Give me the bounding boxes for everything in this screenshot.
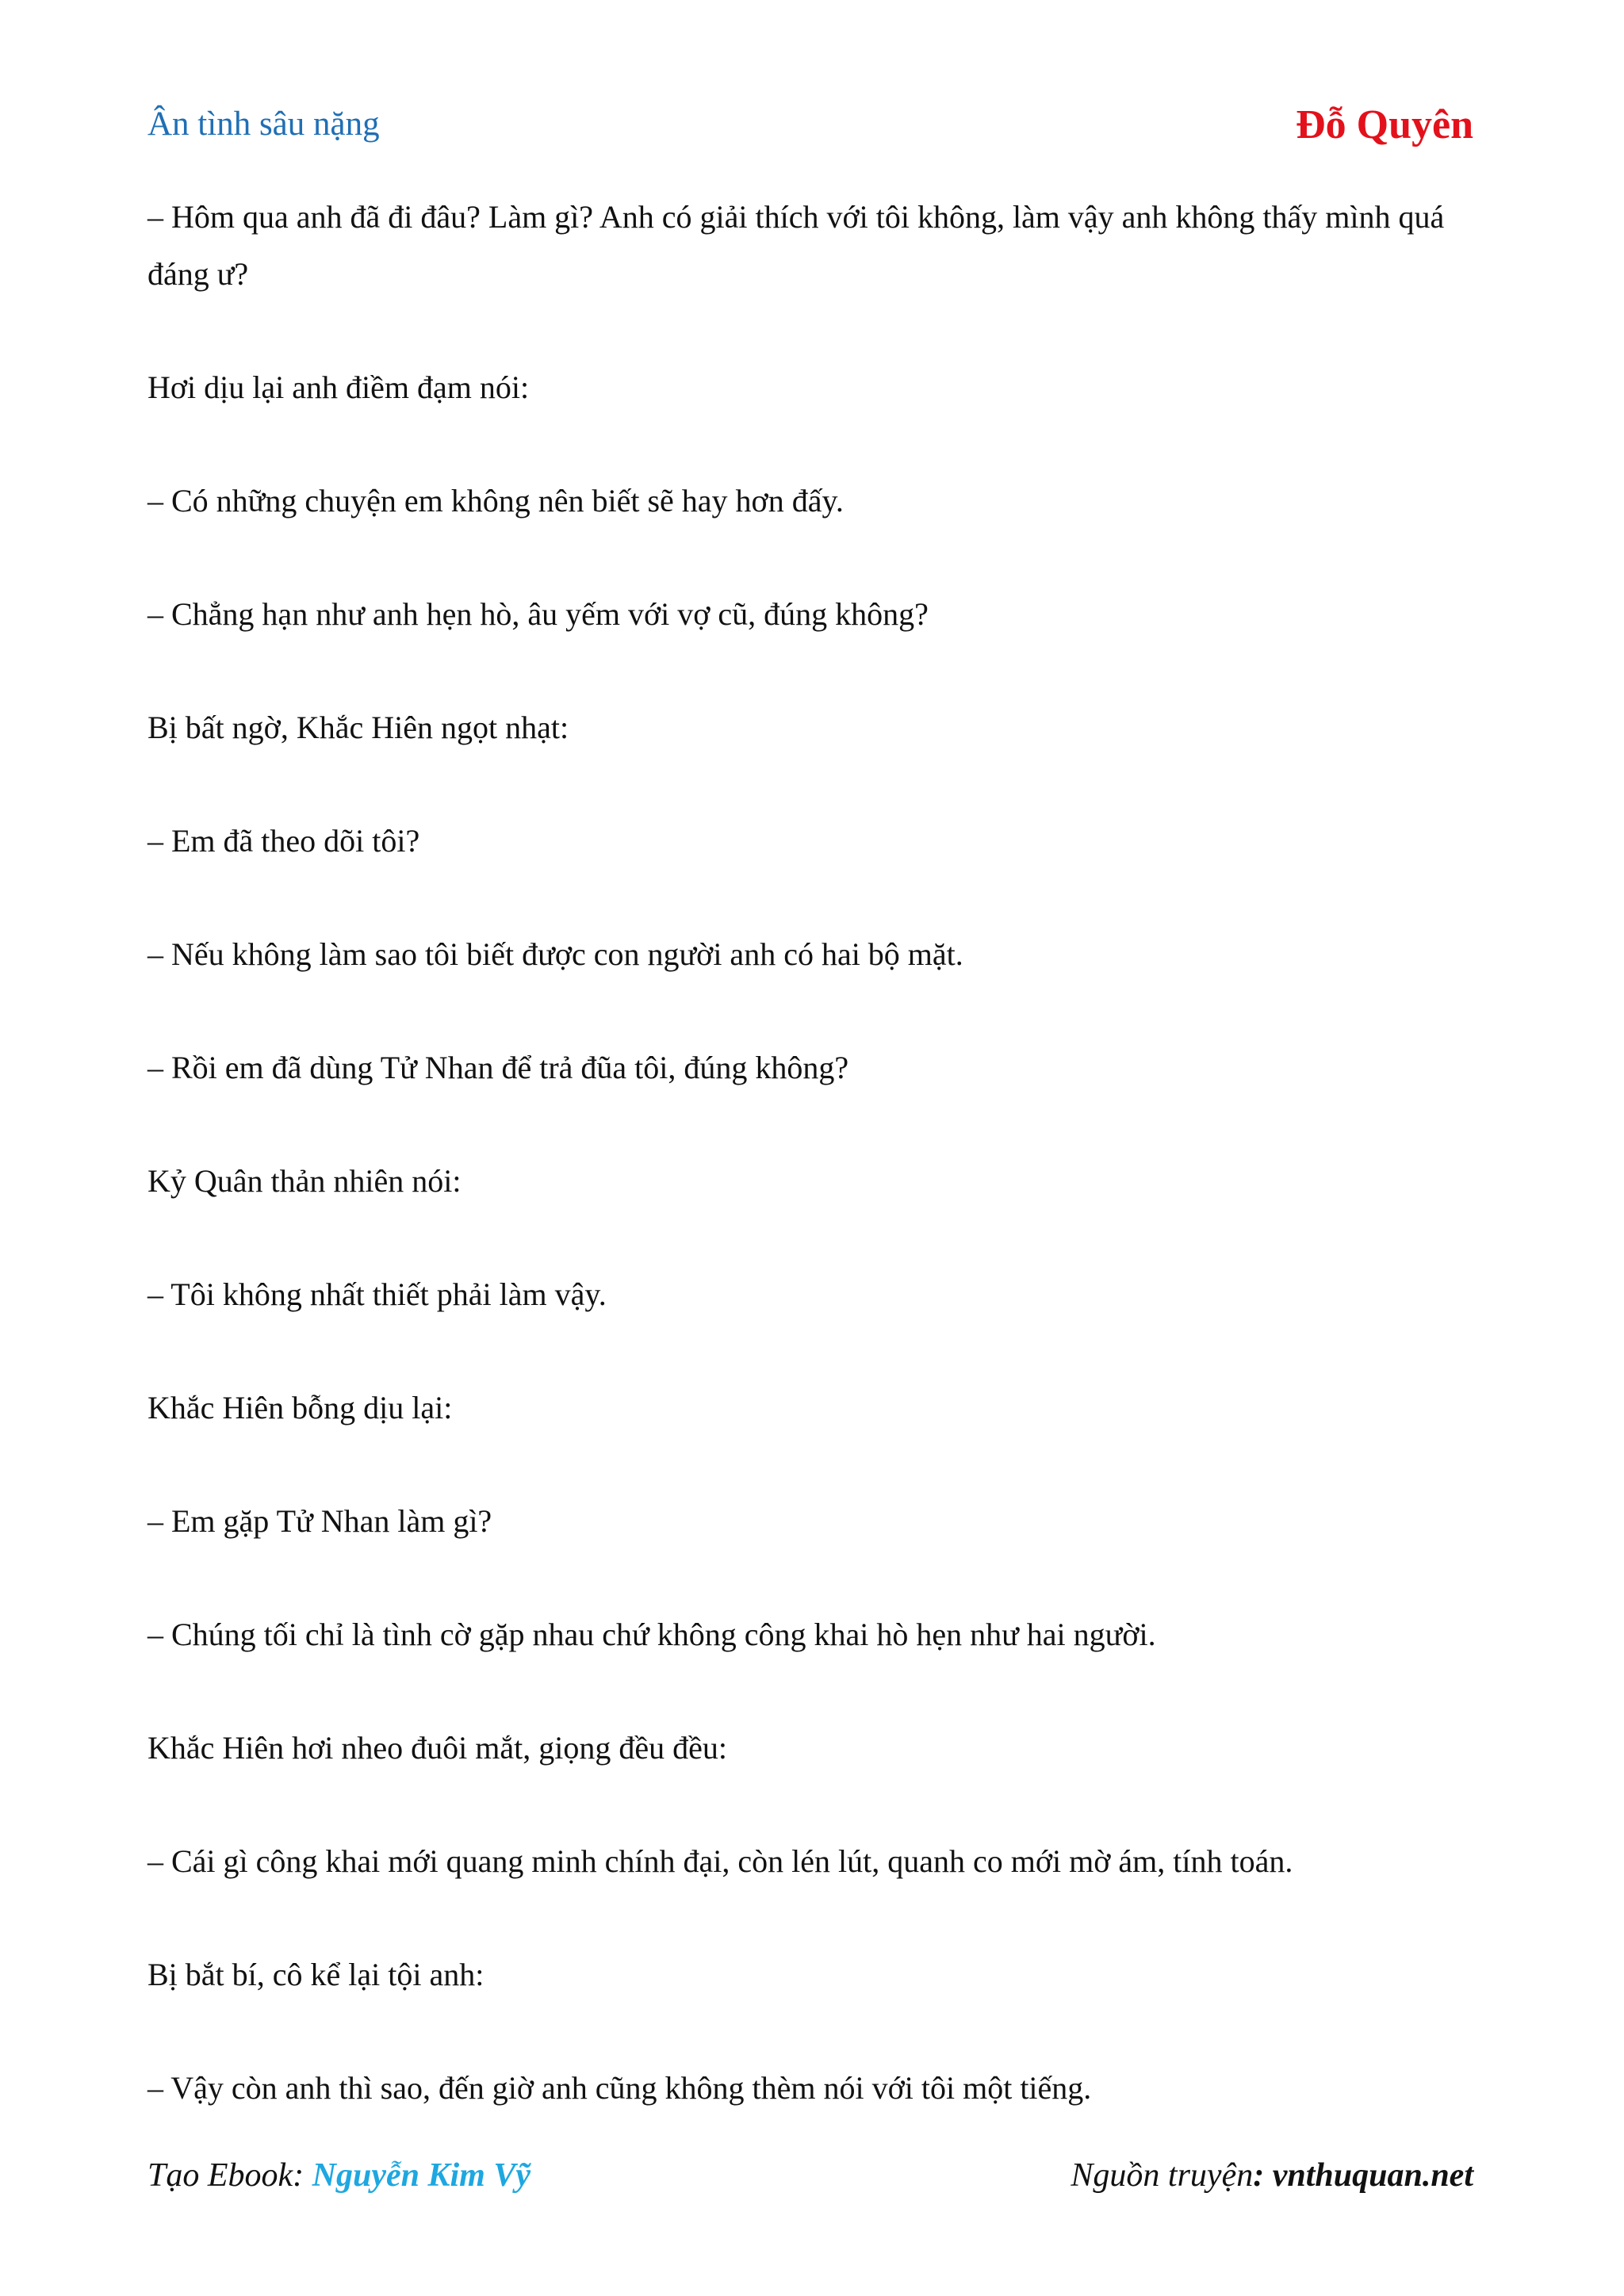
page-footer	[147, 2156, 1473, 2204]
source-name: vnthuquan.net	[1272, 2157, 1473, 2194]
paragraph: Bị bất ngờ, Khắc Hiên ngọt nhạt:	[147, 710, 569, 745]
paragraph: – Tôi không nhất thiết phải làm vậy.	[147, 1276, 607, 1312]
paragraph: Hơi dịu lại anh điềm đạm nói:	[147, 369, 530, 405]
story-text	[147, 189, 1477, 2173]
paragraph: Kỷ Quân thản nhiên nói:	[147, 1163, 462, 1199]
paragraph: – Có những chuyện em không nên biết sẽ hay hơn đấy.	[147, 483, 844, 519]
author-name: Đỗ Quyên	[1296, 102, 1473, 147]
credit-label: Tạo Ebook	[147, 2157, 293, 2194]
paragraph: – Chúng tối chỉ là tình cờ gặp nhau chứ không công khai hò hẹn như hai người.	[147, 1617, 1156, 1652]
paragraph: – Hôm qua anh đã đi đâu? Làm gì? Anh có giải thích với tôi không, làm vậy anh không thấy mình quá đáng ư?	[147, 199, 1445, 292]
paragraph: – Em gặp Tử Nhan làm gì?	[147, 1503, 492, 1539]
paragraph: – Em đã theo dõi tôi?	[147, 823, 420, 859]
page-header	[147, 101, 1473, 157]
story-source: Nguồn truyện: vnthuquan.net	[1071, 2157, 1473, 2194]
book-title: Ân tình sâu nặng	[147, 105, 380, 143]
paragraph: Bị bắt bí, cô kể lại tội anh:	[147, 1957, 485, 1992]
paragraph: – Vậy còn anh thì sao, đến giờ anh cũng không thèm nói với tôi một tiếng.	[147, 2070, 1092, 2106]
paragraph: Khắc Hiên bỗng dịu lại:	[147, 1390, 453, 1425]
paragraph: Khắc Hiên hơi nheo đuôi mắt, giọng đều đều:	[147, 1730, 727, 1766]
paragraph: – Rồi em đã dùng Tử Nhan để trả đũa tôi, đúng không?	[147, 1050, 849, 1085]
paragraph: – Nếu không làm sao tôi biết được con người anh có hai bộ mặt.	[147, 936, 963, 972]
credit-name: Nguyễn Kim Vỹ	[312, 2157, 530, 2194]
ebook-credit: Tạo Ebook: Nguyễn Kim Vỹ	[147, 2157, 530, 2194]
paragraph: – Chẳng hạn như anh hẹn hò, âu yếm với vợ cũ, đúng không?	[147, 596, 929, 632]
source-label: Nguồn truyện	[1071, 2157, 1254, 2194]
paragraph: – Cái gì công khai mới quang minh chính đại, còn lén lút, quanh co mới mờ ám, tính toán.	[147, 1843, 1293, 1879]
